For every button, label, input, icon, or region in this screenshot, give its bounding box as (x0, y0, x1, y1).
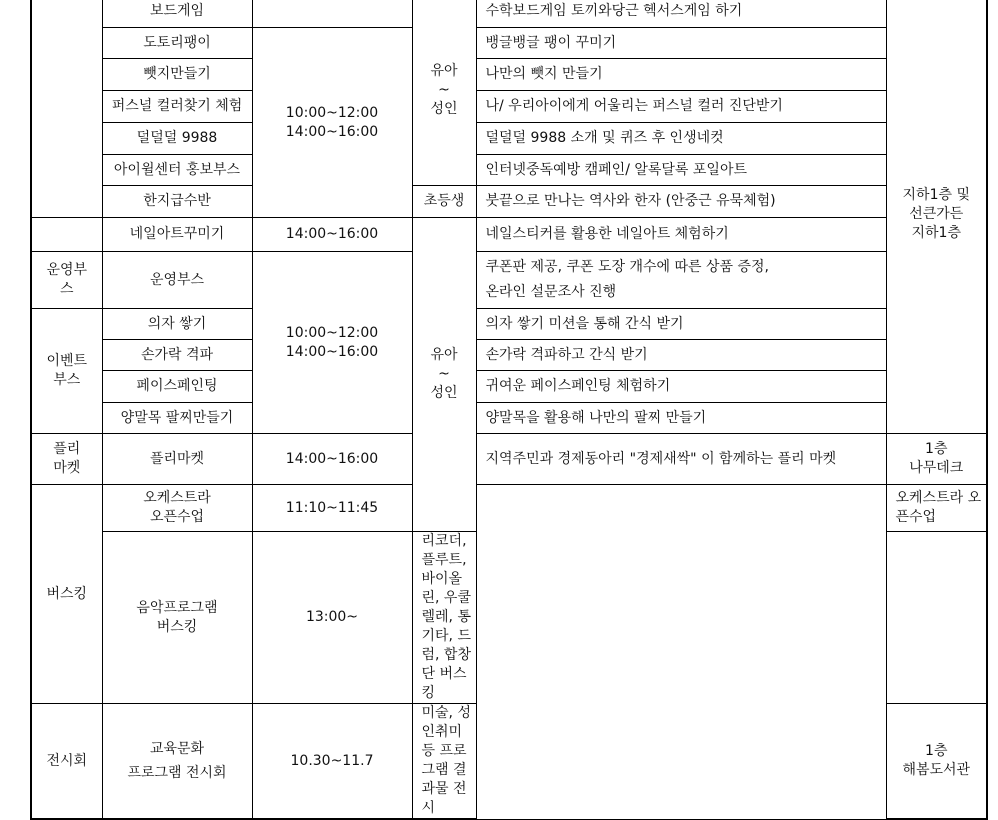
time-cell: 14:00~16:00 (252, 218, 412, 252)
target-cell: 유아 ~ 성인 (412, 218, 476, 532)
program-cell: 교육문화 프로그램 전시회 (102, 704, 252, 820)
place-cell: 1층 해봄도서관 (886, 704, 987, 820)
program-schedule-table (30, 0, 988, 820)
description-cell: 덜덜덜 9988 소개 및 퀴즈 후 인생네컷 (476, 123, 886, 155)
program-cell: 양말목 팔찌만들기 (102, 403, 252, 434)
description-cell: 붓끝으로 만나는 역사와 한자 (안중근 유묵체험) (476, 186, 886, 218)
description-cell: 지역주민과 경제동아리 "경제새싹" 이 함께하는 플리 마켓 (476, 434, 886, 485)
target-cell: 유아 ~ 성인 (412, 0, 476, 186)
category-cell: 운영부 스 (31, 252, 102, 309)
program-cell: 음악프로그램 버스킹 (102, 532, 252, 704)
table-row (31, 403, 987, 434)
time-cell: 10:00~12:00 14:00~16:00 (252, 28, 412, 218)
description-cell: 수학보드게임 토끼와당근 헥서스게임 하기 (476, 0, 886, 28)
place-cell: 지하1층 및 선큰가든 지하1층 (886, 0, 987, 434)
table-row (31, 59, 987, 91)
program-cell: 오케스트라 오픈수업 (102, 485, 252, 532)
table-row (31, 252, 987, 309)
description-cell: 손가락 격파하고 간식 받기 (476, 340, 886, 371)
place-cell: 1층 나무데크 (886, 434, 987, 485)
category-cell-empty (31, 0, 102, 218)
program-cell: 도토리팽이 (102, 28, 252, 59)
table-row (31, 371, 987, 403)
description-cell: 뱅글뱅글 팽이 꾸미기 (476, 28, 886, 59)
program-cell: 네일아트꾸미기 (102, 218, 252, 252)
table-row (31, 123, 987, 155)
description-cell: 쿠폰판 제공, 쿠폰 도장 개수에 따른 상품 증정, 온라인 설문조사 진행 (476, 252, 886, 309)
table-row (31, 434, 987, 485)
time-cell: 13:00~ (252, 532, 412, 704)
table-row (31, 485, 987, 532)
description-cell: 귀여운 페이스페인팅 체험하기 (476, 371, 886, 403)
program-cell: 의자 쌓기 (102, 309, 252, 340)
description-cell: 나만의 뺏지 만들기 (476, 59, 886, 91)
category-cell: 이벤트 부스 (31, 309, 102, 434)
program-cell: 아이윌센터 홍보부스 (102, 155, 252, 186)
table-row (31, 0, 987, 28)
description-cell: 리코더, 플루트, 바이올린, 우쿨렐레, 통기타, 드럼, 합창단 버스킹 (412, 532, 476, 704)
program-cell: 운영부스 (102, 252, 252, 309)
program-cell: 페이스페인팅 (102, 371, 252, 403)
program-cell: 보드게임 (102, 0, 252, 28)
description-cell: 의자 쌓기 미션을 통해 간식 받기 (476, 309, 886, 340)
table-row (31, 155, 987, 186)
target-cell-empty (476, 485, 886, 820)
time-cell: 10.30~11.7 (252, 704, 412, 820)
table-row (31, 91, 987, 123)
description-cell: 양말목을 활용해 나만의 팔찌 만들기 (476, 403, 886, 434)
time-cell: 11:10~11:45 (252, 485, 412, 532)
program-cell: 한지급수반 (102, 186, 252, 218)
description-cell: 오케스트라 오픈수업 (886, 485, 987, 532)
category-cell: 플리 마켓 (31, 434, 102, 485)
table-row (31, 218, 987, 252)
program-cell: 덜덜덜 9988 (102, 123, 252, 155)
category-cell-empty (31, 218, 102, 252)
program-cell: 손가락 격파 (102, 340, 252, 371)
category-cell: 버스킹 (31, 485, 102, 704)
program-cell: 뺏지만들기 (102, 59, 252, 91)
description-cell: 미술, 성인취미 등 프로그램 결과물 전시 (412, 704, 476, 820)
table-row (31, 309, 987, 340)
table-row (31, 186, 987, 218)
table-row (31, 28, 987, 59)
time-cell: 10:00~12:00 14:00~16:00 (252, 252, 412, 434)
time-cell-empty (252, 0, 412, 28)
program-cell: 플리마켓 (102, 434, 252, 485)
description-cell: 나/ 우리아이에게 어울리는 퍼스널 컬러 진단받기 (476, 91, 886, 123)
description-cell: 인터넷중독예방 캠페인/ 알록달록 포일아트 (476, 155, 886, 186)
target-cell: 초등생 (412, 186, 476, 218)
table-row (31, 340, 987, 371)
description-cell: 네일스티커를 활용한 네일아트 체험하기 (476, 218, 886, 252)
category-cell: 전시회 (31, 704, 102, 820)
time-cell: 14:00~16:00 (252, 434, 412, 485)
program-cell: 퍼스널 컬러찾기 체험 (102, 91, 252, 123)
